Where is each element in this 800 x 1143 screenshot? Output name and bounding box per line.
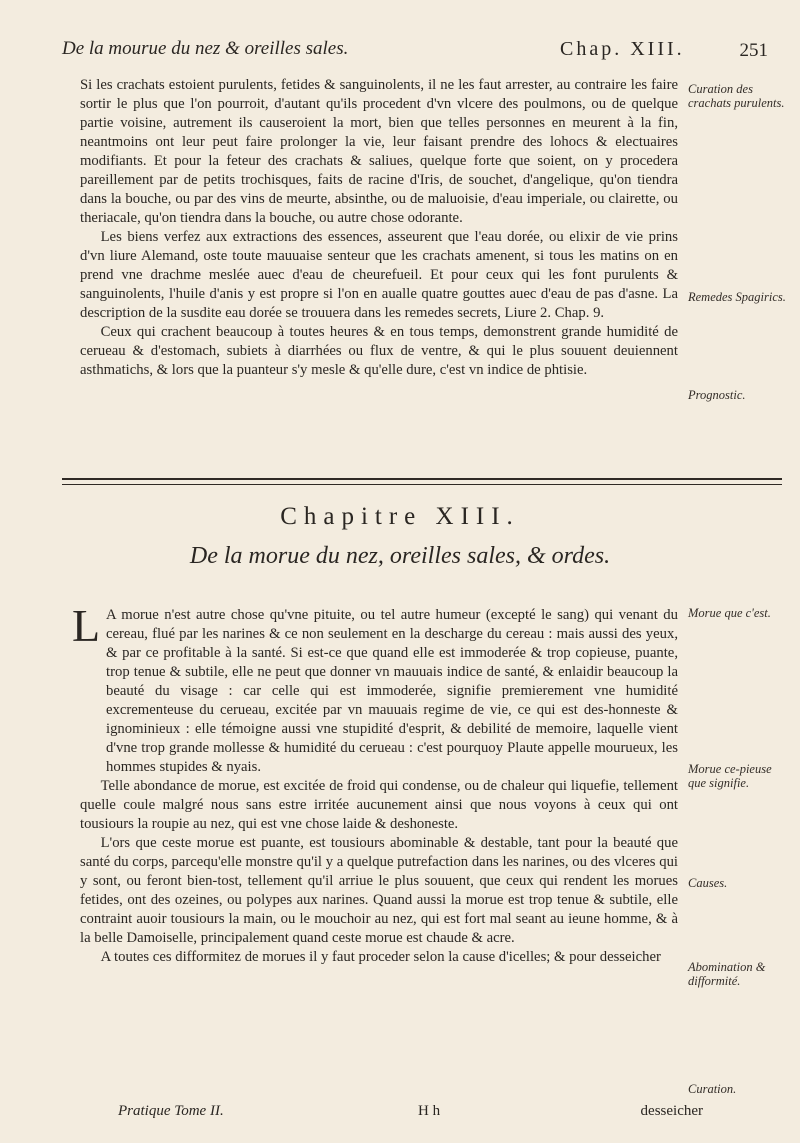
drop-cap: L <box>72 600 101 651</box>
chapter-heading: Chapitre XIII. <box>280 503 520 530</box>
margin-note-what: Morue que c'est. <box>688 606 771 620</box>
signature-mark: H h <box>418 1103 441 1119</box>
margin-note-causes: Causes. <box>688 876 728 890</box>
margin-note-curation-2: Curation. <box>688 1082 737 1096</box>
paragraph: Ceux qui crachent beaucoup à toutes heures & en tous temps, demonstrent grande humidité de cerueau & d'estomach, subiets à diarrhées ou flux de ventre, & qui le plus souuent deuiennent asthmatichs, & lors que la puanteur s'y mesle & qu'elle dure, c'est vn indice de phtisie. <box>80 324 678 378</box>
page-footer <box>118 1103 703 1127</box>
top-section-text <box>80 76 678 380</box>
paragraph: L'ors que ceste morue est puante, est tousiours abominable & destable, tant pour la beauté que santé du corps, parcequ'elle monstre qu'il y a quelque putrefaction dans les narines, ou des vlceres qui y sont, ou feront bien-tost, tellement qu'il arriue le plus souuent, que ceux qui rendent les morues fetides, ont des ozeines, ou polypes aux narines. Quand aussi la morue est trop tenue & subtile, elle contraint auoir tousiours la main, ou le mouchoir au nez, qui est fort mal seant au ieune homme, & à la belle Damoiselle, principalement quand ceste morue est chaude & acre. <box>80 835 678 946</box>
margin-note-remedes: Remedes Spagiriсs. <box>688 290 786 304</box>
paragraph: Telle abondance de morue, est excitée de froid qui condense, ou de chaleur qui liquefie, tellement quelle coule malgré nous sans estre irritée aucunement ainsi que nous voyons à ceux qui ont tousiours la roupie au nez, qui est vne chose laide & deshoneste. <box>80 778 678 832</box>
chapter-reference: Chap. XIII. <box>560 38 685 60</box>
margin-note-shameful: Morue ce-pieuse que signifie. <box>688 762 772 790</box>
margin-note-prognostic: Prognostic. <box>688 388 746 402</box>
chapter-text <box>80 606 678 967</box>
margin-note-abomination: Abomination & difformité. <box>688 960 766 988</box>
chapter-title: De la morue du nez, oreilles sales, & ordes. <box>189 543 611 569</box>
margin-note-curation: Curation des crachats purulents. <box>688 82 785 110</box>
section-divider <box>62 478 782 485</box>
paragraph: A morue n'est autre chose qu'vne pituite, ou tel autre humeur (excepté le sang) qui venant du cereau, flué par les narines & ce non seulement en la descharge du cereau : mais aussi des yeux, & par ce profitable à la santé. Si est-ce que quand elle est immoderée & trop copieuse, puante, trop tenue & subtile, elle ne peut que donner vn mauuais indice de santé, & enlaidir beaucoup la beauté du visage : car celle qui est immoderée, signifie premierement vne humidité excrementeuse du cerueau, excitée par vn mauuais regime de vie, ce qui est des-honneste & ignominieux : elle témoigne aussi vne stupidité d'esprit, & debilité de memoire, laquelle vient d'vne trop grande mollesse & humidité du cerueau : c'est pourquoy Plaute appelle mourueux, les hommes stupides & nyais. <box>106 607 678 775</box>
paragraph: Les biens verfez aux extractions des essences, asseurent que l'eau dorée, ou elixir de vie prins d'vn liure Alemand, oste toute mauuaise senteur que les crachats amenent, si tous les matins on en prend vne drachme meslée auec d'eau de cheurefueil. Et pour ceux qui les font purulents & sanguinolents, l'huile d'anis y est propre si l'on en aualle quatre gouttes auec d'eau de pas d'asne. La description de la susdite eau dorée se trouuera dans les remedes secrets, Liure 2. Chap. 9. <box>80 229 678 321</box>
page-number: 251 <box>739 40 768 61</box>
paragraph: A toutes ces difformitez de morues il y faut proceder selon la cause d'icelles; & pour desseicher <box>100 949 661 965</box>
footer-book-title: Pratique Tome II. <box>118 1103 224 1119</box>
page-header <box>62 30 768 70</box>
catchword: desseicher <box>640 1103 703 1119</box>
paragraph: Si les crachats estoient purulents, fetides & sanguinolents, il ne les faut arrester, au contraire les faire sortir le plus que l'on pourroit, d'autant qu'ils procedent d'vn vlcere des poulmons, ou de quelque partie voisine, autrement ils causeroient la mort, bien que telles personnes en meurent à la fin, neantmoins ont leur peut faire prolonger la vie, leur faisant prendre des lohocs & electuaires modifiants. Et pour la feteur des crachats & saliues, quelque forte que soient, on y procedera pareillement par de petits trochisques, faits de racine d'Iris, de souchet, d'angelique, qu'on tiendra dans la bouche, ou par des vins de meurte, absinthe, ou de maluoisie, d'eau imperiale, ou clairette, ou theriacale, qu'on tiendra dans la bouche, ou autre chose odorante. <box>80 77 678 226</box>
running-head: De la mourue du nez & oreilles sales. <box>62 38 349 59</box>
